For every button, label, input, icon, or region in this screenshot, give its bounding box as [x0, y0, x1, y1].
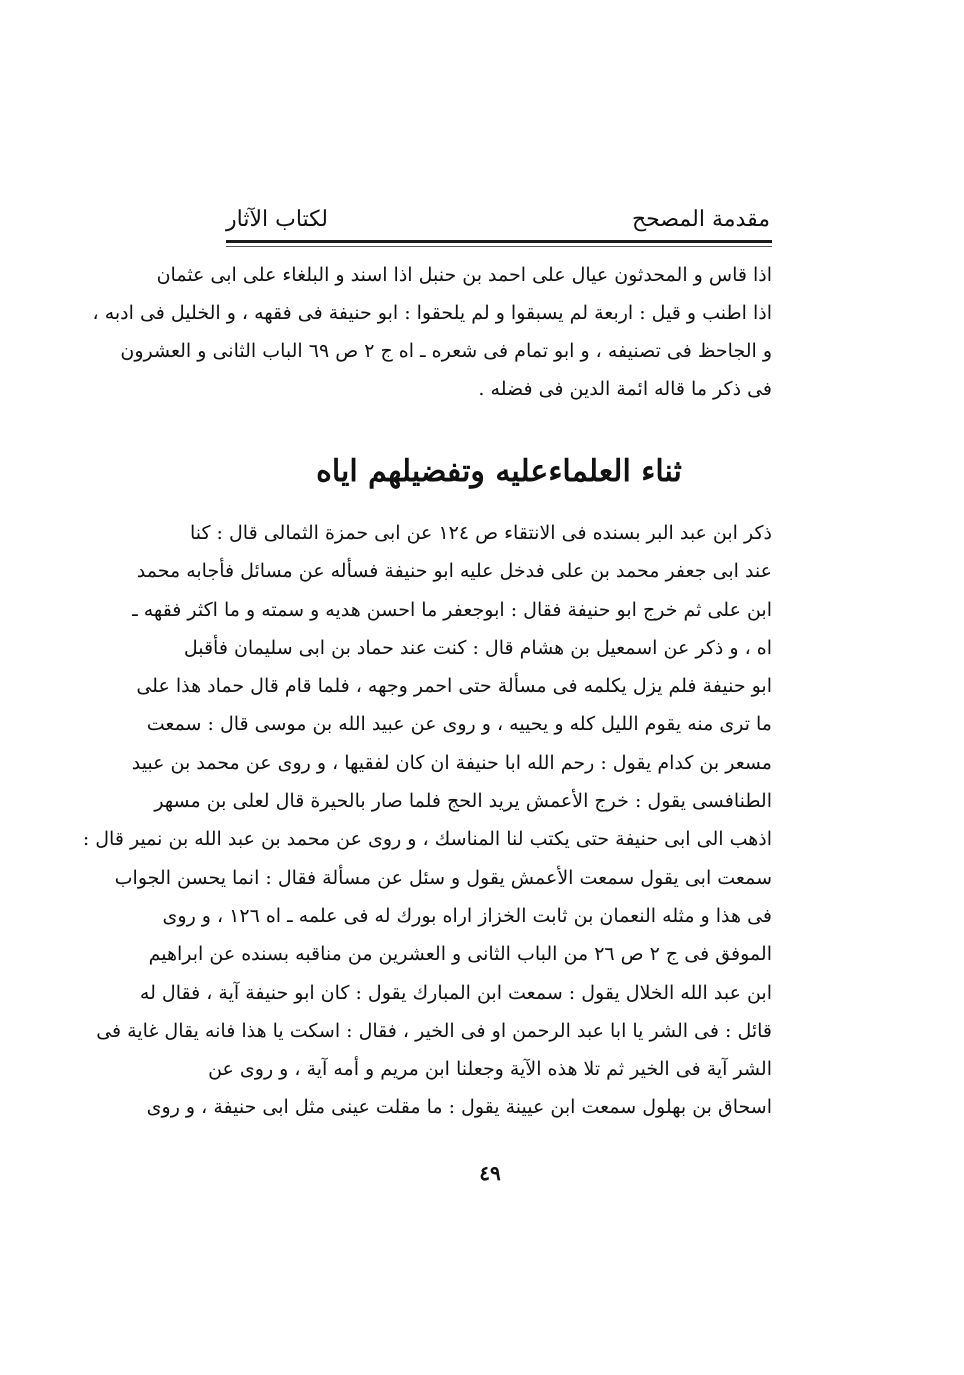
- opening-paragraph: [92, 256, 772, 408]
- text-line: اذا قاس و المحدثون عيال على احمد بن حنبل اذا اسند و البلغاء على ابى عثمان: [156, 264, 772, 286]
- text-line: ابن عبد الله الخلال يقول : سمعت ابن المبارك يقول : كان ابو حنيفة آية ، فقال له: [139, 981, 772, 1004]
- text-line: ذكر ابن عبد البر بسنده فى الانتقاء ص ١٢٤ عن ابى حمزة الثمالى قال : كنا: [189, 522, 772, 544]
- text-line: الموفق فى ج ٢ ص ٢٦ من الباب الثانى و العشرين من مناقبه بسنده عن ابراهيم: [148, 943, 772, 966]
- text-line: اسحاق بن بهلول سمعت ابن عيينة يقول : ما مقلت عينى مثل ابى حنيفة ، و روى: [146, 1096, 772, 1119]
- main-paragraph: [82, 514, 772, 1127]
- text-line: الشر آية فى الخير ثم تلا هذه الآية وجعلنا ابن مريم و أمه آية ، و روى عن: [208, 1058, 772, 1081]
- text-line: ما ترى منه يقوم الليل كله و يحييه ، و روى عن عبيد الله بن موسى قال : سمعت: [146, 713, 772, 736]
- text-line: مسعر بن كدام يقول : رحم الله ابا حنيفة ان كان لفقيها ، و روى عن محمد بن عبيد: [131, 751, 772, 774]
- text-line: اذا اطنب و قيل : اربعة لم يسبقوا و لم يلحقوا : ابو حنيفة فى فقهه ، و الخليل فى ادبه ،: [92, 302, 772, 324]
- text-line: فى ذكر ما قاله ائمة الدين فى فضله .: [478, 378, 772, 400]
- page-number: ٤٩: [479, 1161, 501, 1185]
- running-header: [226, 196, 770, 232]
- text-line: اه ، و ذكر عن اسمعيل بن هشام قال : كنت عند حماد بن ابى سليمان فأقبل: [183, 636, 772, 659]
- text-line: سمعت ابى يقول سمعت الأعمش يقول و سئل عن مسألة فقال : انما يحسن الجواب: [114, 866, 772, 889]
- text-line: ابن على ثم خرج ابو حنيفة فقال : ابوجعفر ما احسن هديه و سمته و ما اكثر فقهه ـ: [132, 598, 772, 621]
- text-line: الطنافسى يقول : خرج الأعمش يريد الحج فلما صار بالحيرة قال لعلى بن مسهر: [154, 790, 772, 813]
- text-line: قائل : فى الشر يا ابا عبد الرحمن او فى الخير ، فقال : اسكت يا هذا فانه يقال غاية فى: [96, 1019, 772, 1042]
- header-right-text: مقدمة المصحح: [631, 207, 770, 232]
- text-line: فى هذا و مثله النعمان بن ثابت الخزاز اراه بورك له فى علمه ـ اه ١٢٦ ، و روى: [162, 904, 772, 927]
- text-line: اذهب الى ابى حنيفة حتى يكتب لنا المناسك ، و روى عن محمد بن عبد الله بن نمير قال :: [82, 828, 772, 851]
- text-line: عند ابى جعفر محمد بن على فدخل عليه ابو حنيفة فسأله عن مسائل فأجابه محمد: [136, 560, 772, 583]
- text-line: ابو حنيفة فلم يزل يكلمه فى مسألة حتى احمر وجهه ، فلما قام قال حماد هذا على: [136, 675, 772, 698]
- section-heading: ثناء العلماءعليه وتفضيلهم اياه: [316, 454, 682, 489]
- header-rule-thick: [226, 240, 772, 243]
- header-rule-thin: [226, 246, 772, 247]
- text-line: و الجاحظ فى تصنيفه ، و ابو تمام فى شعره ـ اه ج ٢ ص ٦٩ الباب الثانى و العشرون: [120, 340, 772, 362]
- header-left-text: لكتاب الآثار: [226, 207, 329, 232]
